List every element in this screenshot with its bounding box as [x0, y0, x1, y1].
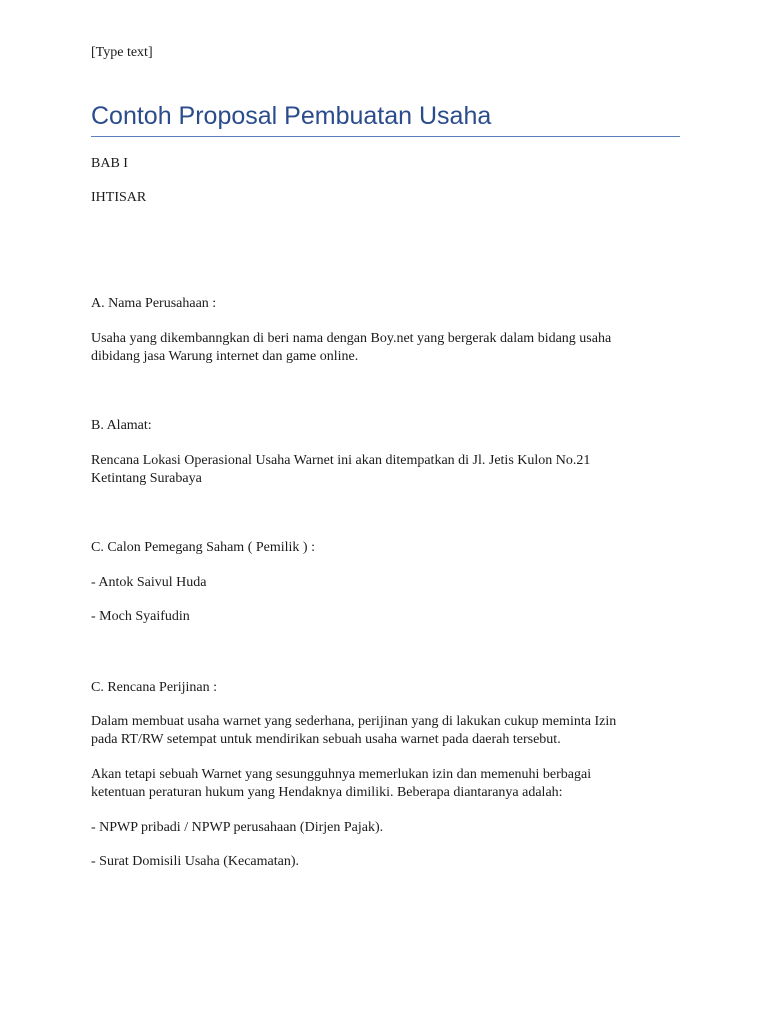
heading-pemegang-saham: C. Calon Pemegang Saham ( Pemilik ) :: [91, 540, 315, 555]
permit-item-npwp: - NPWP pribadi / NPWP perusahaan (Dirjen Pajak).: [91, 820, 384, 835]
paragraph-nama-line-1: Usaha yang dikembanngkan di beri nama dengan Boy.net yang bergerak dalam bidang usaha: [91, 331, 612, 346]
paragraph-alamat-line-1: Rencana Lokasi Operasional Usaha Warnet ini akan ditempatkan di Jl. Jetis Kulon No.21: [91, 453, 591, 468]
paragraph-perijinan-2-line-2: ketentuan peraturan hukum yang Hendaknya dimiliki. Beberapa diantaranya adalah:: [91, 785, 563, 800]
paragraph-perijinan-1-line-1: Dalam membuat usaha warnet yang sederhana, perijinan yang di lakukan cukup meminta Izin: [91, 714, 617, 729]
chapter-label: BAB I: [91, 156, 128, 171]
heading-alamat: B. Alamat:: [91, 418, 152, 433]
paragraph-perijinan-2-line-1: Akan tetapi sebuah Warnet yang sesungguhnya memerlukan izin dan memenuhi berbagai: [91, 767, 592, 782]
heading-perijinan: C. Rencana Perijinan :: [91, 680, 217, 695]
paragraph-perijinan-1-line-2: pada RT/RW setempat untuk mendirikan sebuah usaha warnet pada daerah tersebut.: [91, 732, 561, 747]
title-underline-rule: [91, 136, 680, 137]
permit-item-domisili: - Surat Domisili Usaha (Kecamatan).: [91, 854, 299, 869]
document-title: Contoh Proposal Pembuatan Usaha: [91, 102, 492, 130]
owner-item-1: - Antok Saivul Huda: [91, 575, 207, 590]
header-placeholder-text[interactable]: [Type text]: [91, 45, 153, 60]
section-ihtisar: IHTISAR: [91, 190, 147, 205]
paragraph-nama-line-2: dibidang jasa Warung internet dan game online.: [91, 349, 359, 364]
owner-item-2: - Moch Syaifudin: [91, 609, 190, 624]
paragraph-alamat-line-2: Ketintang Surabaya: [91, 471, 202, 486]
heading-nama-perusahaan: A. Nama Perusahaan :: [91, 296, 217, 311]
